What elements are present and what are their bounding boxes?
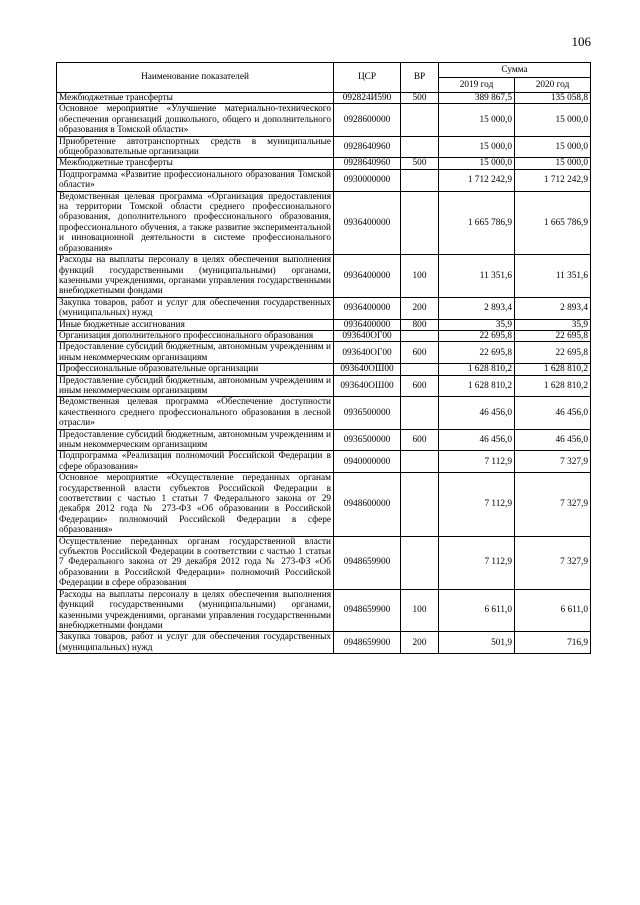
- row-name-cell: Закупка товаров, работ и услуг для обеспечения государственных (муниципальных) нужд: [57, 297, 334, 319]
- row-value-2019-cell: 15 000,0: [439, 158, 515, 169]
- table-row: [57, 319, 591, 330]
- row-name-cell: Основное мероприятие «Улучшение материально-технического обеспечения организаций дошкольного, общего и дополнительного образования в Томской области»: [57, 104, 334, 136]
- table-row: [57, 255, 591, 298]
- row-value-2020-cell: 1 628 810,2: [515, 364, 591, 375]
- row-vr-cell: [401, 536, 439, 589]
- row-csr-cell: 093640ОГ00: [334, 330, 401, 341]
- row-name-cell: Ведомственная целевая программа «Организация предоставления на территории Томской области среднего профессионального образования, дополнительного профессионального образования, профессионального обучения, а также развитие экспериментальной и инновационной деятельности в системе профессионального образования»: [57, 191, 334, 254]
- row-csr-cell: 0928640960: [334, 158, 401, 169]
- row-csr-cell: 092824И590: [334, 93, 401, 104]
- row-value-2019-cell: 11 351,6: [439, 255, 515, 298]
- row-csr-cell: 0936500000: [334, 397, 401, 429]
- table-row: [57, 93, 591, 104]
- row-csr-cell: 093640ОШ00: [334, 364, 401, 375]
- row-csr-cell: 0928600000: [334, 104, 401, 136]
- row-value-2020-cell: 46 456,0: [515, 429, 591, 451]
- row-value-2019-cell: 7 112,9: [439, 473, 515, 536]
- page-number: 106: [571, 34, 591, 49]
- row-value-2020-cell: 46 456,0: [515, 397, 591, 429]
- table-row: [57, 375, 591, 397]
- table-row: [57, 136, 591, 158]
- row-name-cell: Расходы на выплаты персоналу в целях обеспечения выполнения функций государственными (муниципальными) органами, казенными учреждениями, органами управления государственными внебюджетными фондами: [57, 255, 334, 298]
- table-row: [57, 397, 591, 429]
- header-year-2020: 2020 год: [515, 78, 591, 93]
- row-vr-cell: [401, 136, 439, 158]
- row-name-cell: Профессиональные образовательные организации: [57, 364, 334, 375]
- row-csr-cell: 0936400000: [334, 319, 401, 330]
- row-csr-cell: 0936500000: [334, 429, 401, 451]
- row-value-2020-cell: 6 611,0: [515, 589, 591, 632]
- row-value-2020-cell: 7 327,9: [515, 536, 591, 589]
- row-vr-cell: [401, 330, 439, 341]
- row-value-2019-cell: 7 112,9: [439, 536, 515, 589]
- row-name-cell: Расходы на выплаты персоналу в целях обеспечения выполнения функций государственными (муниципальными) органами, казенными учреждениями, органами управления государственными внебюджетными фондами: [57, 589, 334, 632]
- header-csr: ЦСР: [334, 63, 401, 93]
- row-vr-cell: [401, 104, 439, 136]
- row-csr-cell: 093640ОГ00: [334, 342, 401, 364]
- row-name-cell: Предоставление субсидий бюджетным, автономным учреждениям и иным некоммерческим организациям: [57, 342, 334, 364]
- row-value-2020-cell: 7 327,9: [515, 473, 591, 536]
- row-name-cell: Предоставление субсидий бюджетным, автономным учреждениям и иным некоммерческим организациям: [57, 429, 334, 451]
- row-name-cell: Межбюджетные трансферты: [57, 158, 334, 169]
- table-row: [57, 169, 591, 191]
- row-csr-cell: 0948659900: [334, 536, 401, 589]
- header-year-2019: 2019 год: [439, 78, 515, 93]
- row-vr-cell: 600: [401, 342, 439, 364]
- row-vr-cell: 200: [401, 632, 439, 654]
- row-vr-cell: [401, 451, 439, 473]
- row-value-2020-cell: 15 000,0: [515, 136, 591, 158]
- row-value-2020-cell: 1 712 242,9: [515, 169, 591, 191]
- row-csr-cell: 0928640960: [334, 136, 401, 158]
- table-row: [57, 158, 591, 169]
- row-value-2019-cell: 1 628 810,2: [439, 375, 515, 397]
- row-value-2019-cell: 35,9: [439, 319, 515, 330]
- row-name-cell: Осуществление переданных органам государственной власти субъектов Российской Федерации в соответствии с частью 1 статьи 7 Федерального закона от 29 декабря 2012 года № 273-ФЗ «Об образовании в Российской Федерации» полномочий Российской Федерации в сфере образования: [57, 536, 334, 589]
- row-name-cell: Иные бюджетные ассигнования: [57, 319, 334, 330]
- row-name-cell: Приобретение автотранспортных средств в муниципальные общеобразовательные организации: [57, 136, 334, 158]
- row-name-cell: Организация дополнительного профессионального образования: [57, 330, 334, 341]
- row-vr-cell: 100: [401, 589, 439, 632]
- row-value-2019-cell: 15 000,0: [439, 136, 515, 158]
- table-row: [57, 451, 591, 473]
- table-row: [57, 473, 591, 536]
- row-vr-cell: [401, 364, 439, 375]
- row-value-2019-cell: 46 456,0: [439, 429, 515, 451]
- row-name-cell: Закупка товаров, работ и услуг для обеспечения государственных (муниципальных) нужд: [57, 632, 334, 654]
- table-body: [57, 93, 591, 654]
- row-value-2020-cell: 22 695,8: [515, 342, 591, 364]
- row-value-2020-cell: 2 893,4: [515, 297, 591, 319]
- row-value-2019-cell: 46 456,0: [439, 397, 515, 429]
- row-csr-cell: 0936400000: [334, 297, 401, 319]
- row-csr-cell: 0948600000: [334, 473, 401, 536]
- row-vr-cell: 500: [401, 158, 439, 169]
- header-sum: Сумма: [439, 63, 591, 78]
- row-vr-cell: [401, 191, 439, 254]
- row-csr-cell: 0948659900: [334, 632, 401, 654]
- row-csr-cell: 0930000000: [334, 169, 401, 191]
- row-value-2020-cell: 1 665 786,9: [515, 191, 591, 254]
- row-csr-cell: 0936400000: [334, 191, 401, 254]
- row-vr-cell: [401, 397, 439, 429]
- table-row: [57, 330, 591, 341]
- table-row: [57, 297, 591, 319]
- row-csr-cell: 0936400000: [334, 255, 401, 298]
- row-vr-cell: 600: [401, 375, 439, 397]
- row-value-2020-cell: 7 327,9: [515, 451, 591, 473]
- row-csr-cell: 093640ОШ00: [334, 375, 401, 397]
- row-value-2020-cell: 22 695,8: [515, 330, 591, 341]
- row-vr-cell: 800: [401, 319, 439, 330]
- table-row: [57, 429, 591, 451]
- table-row: [57, 632, 591, 654]
- row-value-2019-cell: 7 112,9: [439, 451, 515, 473]
- row-vr-cell: 500: [401, 93, 439, 104]
- row-name-cell: Ведомственная целевая программа «Обеспечение доступности качественного среднего профессионального образования в лесной отрасли»: [57, 397, 334, 429]
- row-value-2019-cell: 2 893,4: [439, 297, 515, 319]
- row-name-cell: Межбюджетные трансферты: [57, 93, 334, 104]
- row-value-2020-cell: 15 000,0: [515, 158, 591, 169]
- row-value-2020-cell: 716,9: [515, 632, 591, 654]
- row-vr-cell: [401, 169, 439, 191]
- row-value-2020-cell: 15 000,0: [515, 104, 591, 136]
- row-csr-cell: 0940000000: [334, 451, 401, 473]
- row-name-cell: Подпрограмма «Реализация полномочий Российской Федерации в сфере образования»: [57, 451, 334, 473]
- row-name-cell: Предоставление субсидий бюджетным, автономным учреждениям и иным некоммерческим организациям: [57, 375, 334, 397]
- row-value-2020-cell: 135 058,8: [515, 93, 591, 104]
- row-value-2019-cell: 1 712 242,9: [439, 169, 515, 191]
- row-csr-cell: 0948659900: [334, 589, 401, 632]
- row-value-2020-cell: 35,9: [515, 319, 591, 330]
- row-vr-cell: 200: [401, 297, 439, 319]
- row-name-cell: Подпрограмма «Развитие профессионального образования Томской области»: [57, 169, 334, 191]
- row-value-2019-cell: 1 665 786,9: [439, 191, 515, 254]
- row-name-cell: Основное мероприятие «Осуществление переданных органам государственной власти субъектов Российской Федерации в соответствии с частью 1 статьи 7 Федерального закона от 29 декабря 2012 года № 273-ФЗ «Об образовании в Российской Федерации» полномочий Российской Федерации в сфере образования»: [57, 473, 334, 536]
- row-value-2020-cell: 11 351,6: [515, 255, 591, 298]
- table-row: [57, 364, 591, 375]
- row-value-2019-cell: 22 695,8: [439, 330, 515, 341]
- table-row: [57, 191, 591, 254]
- table-row: [57, 589, 591, 632]
- budget-table: [56, 62, 591, 654]
- table-row: [57, 104, 591, 136]
- table-row: [57, 342, 591, 364]
- row-value-2019-cell: 22 695,8: [439, 342, 515, 364]
- row-value-2020-cell: 1 628 810,2: [515, 375, 591, 397]
- row-vr-cell: [401, 473, 439, 536]
- row-value-2019-cell: 389 867,5: [439, 93, 515, 104]
- row-value-2019-cell: 501,9: [439, 632, 515, 654]
- row-value-2019-cell: 1 628 810,2: [439, 364, 515, 375]
- header-name: Наименование показателей: [57, 63, 334, 93]
- row-vr-cell: 100: [401, 255, 439, 298]
- row-vr-cell: 600: [401, 429, 439, 451]
- row-value-2019-cell: 15 000,0: [439, 104, 515, 136]
- row-value-2019-cell: 6 611,0: [439, 589, 515, 632]
- header-vr: ВР: [401, 63, 439, 93]
- table-row: [57, 536, 591, 589]
